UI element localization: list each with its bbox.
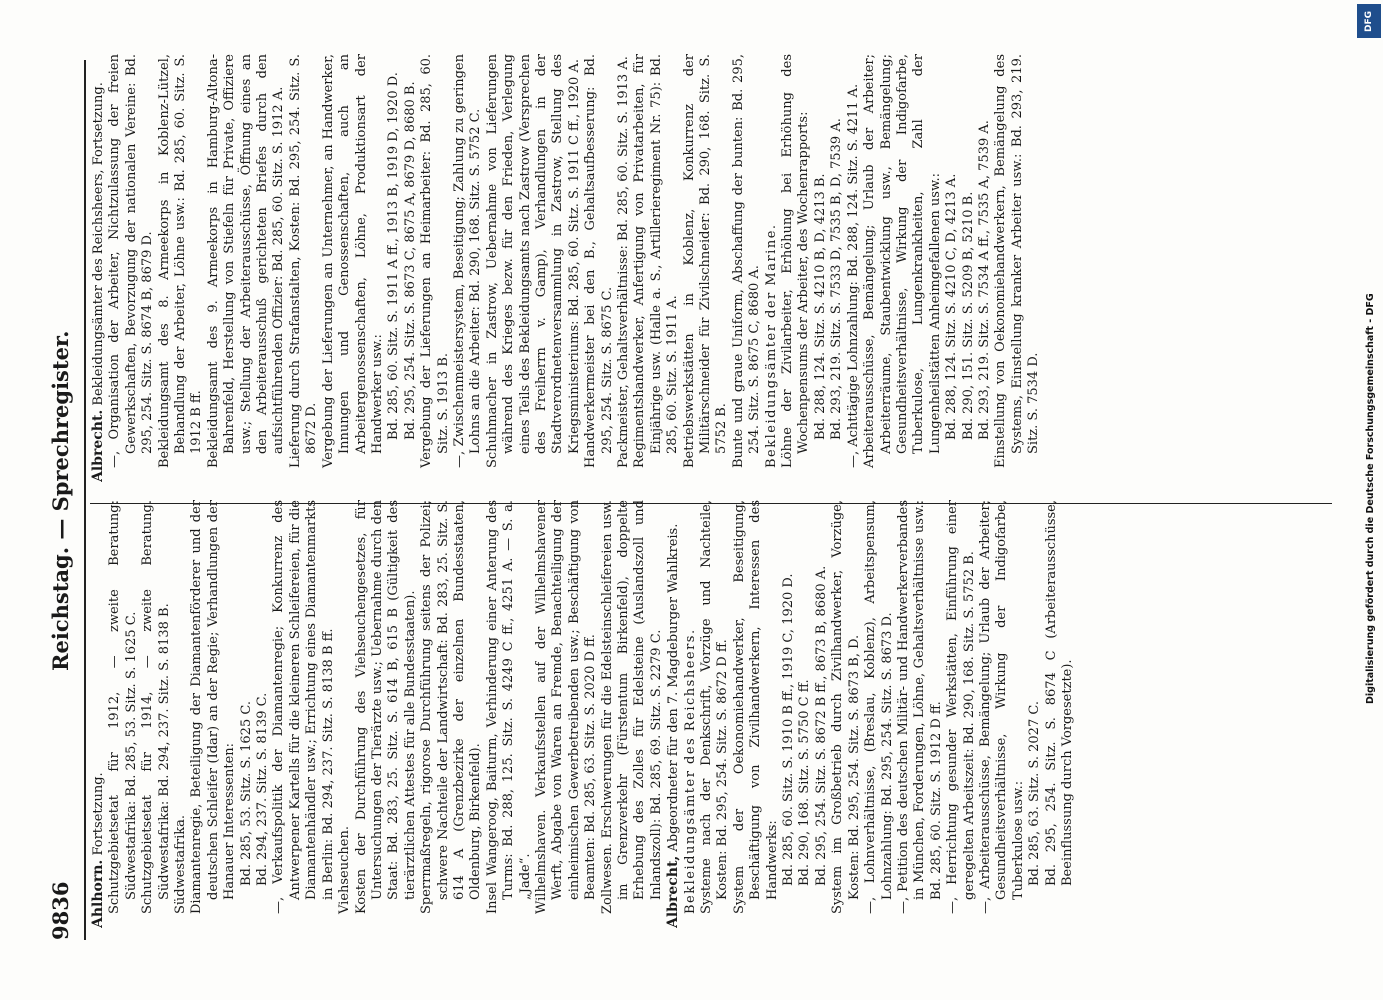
page-number: 9836 [47, 881, 73, 940]
entry: Löhne der Zivilarbeiter, Erhöhung bei Erhöhung des Wochenpensums der Arbeiter, des Wochenrapports: [780, 54, 812, 468]
entry-ref: Bd. 290, 151. Sitz. S. 5209 B, 5210 B. [960, 191, 976, 440]
entry: Kosten der Durchführung des Viehseuchengesetzes, für Untersuchungen der Tierärzte usw.; Uebernahme durch den Staat: Bd. 283, 25. Sitz. S. 614 B, 615 B (Gültigkeit des tierärztlichen Attestes für alle Bundesstaaten). [353, 500, 418, 914]
entry-text: Fortsetzung. [91, 772, 106, 860]
entry: —, Arbeiterausschüsse, Bemängelung; Urlaub der Arbeiter; Gesundheitsverhältnisse, Wirkung der Indigofarbe, Tuberkulose usw.: [977, 500, 1026, 914]
entry: Zollwesen. Erschwerungen für die Edelsteinschleifereien usw. im Grenzverkehr (Fürstentum Birkenfeld), doppelte Erhebung des Zolles für Edelsteine (Auslandszoll und Inlandszoll): Bd. 285, 69. Sitz. S. 2279 C. [599, 500, 664, 914]
keyword: Ahlhorn. [90, 859, 106, 928]
keyword: Albrecht. [90, 409, 106, 482]
entry-ref: Bd. 285, 60. Sitz. S. 1910 B ff., 1919 C, 1920 D. [781, 573, 797, 886]
entry: —, Petition des deutschen Militär- und Handwerkerverbandes in München, Forderungen, Löhne, Gehaltsverhältnisse usw.: Bd. 285, 60. Sitz. S. 1912 D ff. [895, 500, 944, 914]
entry-ref: Bd. 295, 254. Sitz. S. 8672 B ff., 8673 B, 8680 A. [813, 565, 829, 886]
entry: System im Großbetrieb durch Zivilhandwerker, Vorzüge, Kosten: Bd. 295, 254. Sitz. S. 8673 B, D. [830, 500, 862, 914]
entry-ref: Bd. 285, 60. Sitz. S. 1911 A ff., 1913 B, 1919 D, 1920 D. [386, 72, 402, 440]
entry: Bunte und graue Uniform, Abschaffung der bunten: Bd. 295, 254. Sitz. S. 8675 C, 8680 A. [730, 54, 763, 468]
entry-heading [90, 500, 107, 928]
entry: Insel Wangeroog, Baiturm, Verhinderung einer Anterung des Turms: Bd. 288, 125. Sitz. S. 4249 C ff., 4251 A. — S. a. „Jade“. [484, 500, 533, 914]
entry: Arbeiterausschüsse, Bemängelung; Urlaub der Arbeiter; Arbeiterräume, Staubentwicklung usw., Bemängelung; Gesundheitsverhältnisse, Wirkung der Indigofarbe, Tuberkulose, Lungenkrankheiten, Zahl der Lungenheilstätten Anheimgefallenen usw.: [862, 54, 943, 468]
entry: Betriebswerkstätten in Koblenz, Konkurrenz der Militärschneider für Zivilschneider: Bd. 290, 168. Sitz. S. 5752 B. [681, 54, 730, 468]
entry: Packmeister, Gehaltsverhältnisse: Bd. 285, 60. Sitz. S. 1913 A. [616, 56, 631, 468]
entry: Schutzgebietsetat für 1912, — zweite Beratung: Südwestafrika: Bd. 285, 53. Sitz. S. 1625 C. [107, 500, 139, 914]
entry-ref: Bd. 293, 219. Sitz. S. 7534 A ff., 7535 A, 7539 A. [976, 120, 992, 440]
entry: Vergebung der Lieferungen an Unternehmer, an Handwerker, Innungen und Genossenschaften, auch an Arbeitergenossenschaften, Löhne, Produktionsart der Handwerker usw.: [320, 54, 385, 468]
entry-ref: Bd. 288, 124. Sitz. S. 4210 C, D, 4213 A. [944, 173, 960, 440]
entry: Diamantenregie, Beteiligung der Diamantenförderer und der deutschen Schleifer (Idar) an der Regie; Verhandlungen der Hanauer Interessenten: [189, 500, 238, 914]
entry: Lieferung durch Strafanstalten, Kosten: Bd. 295, 254. Sitz. S. 8672 D. [287, 54, 320, 468]
entry: —, Lohnverhältnisse, (Breslau, Koblenz), Arbeitspensum, Lohnzahlung: Bd. 295, 254. Sitz. S. 8673 D. [863, 500, 895, 914]
entry-heading [90, 54, 107, 482]
entry: Schutzgebietsetat für 1914, — zweite Beratung. Südwestafrika: Bd. 294, 237. Sitz. S. 8138 B. [140, 500, 172, 914]
entry: —, Organisation der Arbeiter, Nichtzulassung der freien Gewerkschaften, Bevorzugung der nationalen Vereine: Bd. 295, 254. Sitz. S. 8674 B, 8679 D. [107, 54, 156, 468]
entry: Sperrmaßregeln, rigorose Durchführung seitens der Polizei; schwere Nachteile der Landwirtschaft: Bd. 283, 25. Sitz. S. 614 A (Grenzbezirke der einzelnen Bundesstaaten, Oldenburg, Birkenfeld). [419, 500, 484, 914]
left-column [90, 500, 1332, 928]
entry-ref: Bd. 294, 237. Sitz. S. 8139 C. [255, 692, 271, 886]
entry: Südwestafrika. [173, 814, 189, 914]
entry: Einstellung von Oekonomiehandwerkern, Bemängelung des Systems, Einstellung kranker Arbeiter usw.: Bd. 293, 219. Sitz. S. 7534 D. [993, 54, 1042, 468]
entry: —, Herrichtung gesunder Werkstätten, Einführung einer geregelten Arbeitszeit: Bd. 290, 168. Sitz. S. 5752 B. [945, 500, 977, 914]
running-title: Reichstag. — Sprechregister. [47, 330, 73, 671]
entry: —, Achttägige Lohnzahlung: Bd. 288, 124. Sitz. S. 4211 A. [845, 83, 861, 468]
entry-ref: Bd. 285, 53. Sitz. S. 1625 C. [238, 701, 254, 886]
entry: Wilhelmshaven. Verkaufsstellen auf der Wilhelmshavener Werft, Abgabe von Waren an Fremde, Benachteiligung der einheimischen Gewerbetreibenden usw.; Beschäftigung von Beamten: Bd. 285, 63. Sitz. S. 2020 D ff. [533, 500, 599, 914]
entry-ref: Bd. 288, 124. Sitz. S. 4210 B, D, 4213 B. [812, 173, 828, 440]
entry: Bekleidungsamt des 9. Armeekorps in Hamburg-Altona-Bahrenfeld, Herstellung von Stiefeln für Private, Offiziere usw.; Stellung der Arbeiterausschüsse, Öffnung eines an den Arbeiterausschuß gerichteten Briefes durch den aufsichtführenden Offizier: Bd. 285, 60. Sitz. S. 1912 A. [205, 54, 287, 468]
entry: —, Verkaufspolitik der Diamantenregie; Konkurrenz des Antwerpener Kartells für die kleineren Schleifereien, für die Diamantenhändler usw.; Errichtung eines Diamantenmarkts in Berlin: Bd. 294, 237. Sitz. S. 8138 B ff. [271, 500, 336, 914]
entry-ref: Bd. 295, 254. Sitz. S. 8674 C (Arbeiterausschüsse, Beeinflussung durch Vorgesetzte). [1043, 500, 1075, 886]
entry: System der Oekonomiehandwerker, Beseitigung, Beschäftigung von Zivilhandwerkern, Interessen des Handwerks: [731, 500, 780, 914]
entry: Schuhmacher in Zastrow, Uebernahme von Lieferungen während des Krieges bezw. für den Frieden, Verlegung eines Teils des Bekleidungsamts nach Zastrow (Versprechen des Freiherrn v. Gamp), Verhandlungen in der Stadtverordnetenversammlung in Zastrow, Stellung des Kriegsministeriums: Bd. 285, 60. Sitz. S. 1911 C ff., 1920 A. [484, 54, 582, 468]
entry: Bekleidungsamt des 8. Armeekorps in Koblenz-Lützel, Behandlung der Arbeiter, Löhne usw.: Bd. 285, 60. Sitz. S. 1912 B ff. [156, 54, 205, 468]
entry-ref: Bd. 290, 168. Sitz. S. 5750 C ff. [797, 679, 813, 886]
entry: Bekleidungsämter des Reichsheers. [682, 628, 698, 914]
entry-ref: Bd. 285, 63. Sitz. S. 2027 C. [1027, 701, 1043, 886]
entry: Bekleidungsämter der Marine. [763, 223, 779, 468]
dfg-logo: DFG [1357, 4, 1381, 38]
entry: Viehseuchen. [337, 826, 353, 914]
dfg-funding-note: Digitalisierung gefördert durch die Deutsche Forschungsgemeinschaft - DFG [1365, 293, 1376, 704]
keyword: Albrecht, [665, 855, 682, 928]
entry: —, Zwischenmeistersystem, Beseitigung; Zahlung zu geringen Lohns an die Arbeiter: Bd. 290, 168. Sitz. S. 5752 C. [451, 54, 484, 468]
entry-ref: Bd. 293, 219. Sitz. S. 7533 D, 7535 B, D, 7539 A. [829, 118, 845, 440]
entry: Vergebung der Lieferungen an Heimarbeiter: Bd. 285, 60. Sitz. S. 1913 B. [419, 54, 451, 468]
right-column [90, 54, 1332, 482]
page-header [42, 60, 78, 940]
header-rule [84, 60, 86, 940]
entry: Systeme nach der Denkschrift, Vorzüge und Nachteile, Kosten: Bd. 295, 254. Sitz. S. 8672 D ff. [699, 500, 731, 914]
entry: Regimentshandwerker, Anfertigung von Privatarbeiten, für Einjährige usw. (Halle a. S., Artillerieregiment Nr. 75): Bd. 285, 60. Sitz. S. 1911 A. [632, 54, 681, 468]
entry-ref: Bd. 295, 254. Sitz. S. 8673 C, 8675 A, 8679 D, 8680 B. [402, 81, 418, 440]
entry-heading [665, 500, 682, 928]
entry-text: Abgeordneter für den 7. Magdeburger Wahlkreis. [666, 523, 682, 856]
entry: Handwerkermeister bei den B., Gehaltsaufbesserung: Bd. 295, 254. Sitz. S. 8675 C. [583, 54, 615, 468]
entry-text: Bekleidungsämter des Reichsheers, Fortsetzung. [91, 82, 106, 410]
column-divider [90, 503, 1332, 504]
